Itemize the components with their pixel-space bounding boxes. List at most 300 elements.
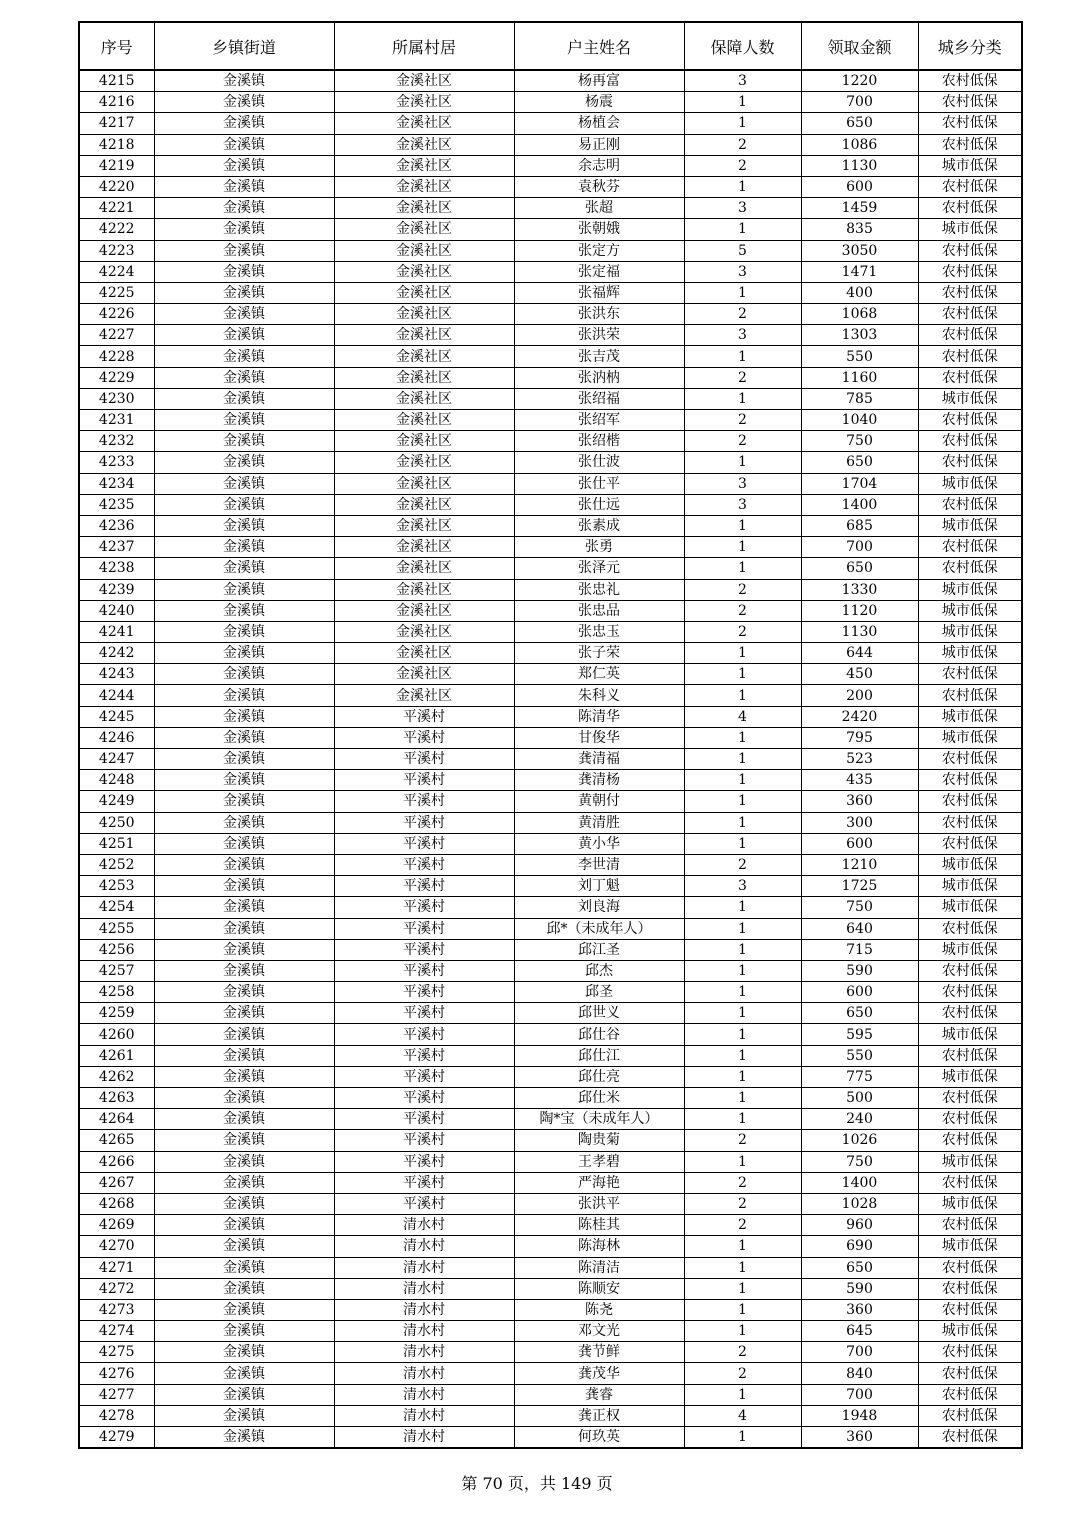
cell-category: 农村低保 xyxy=(918,1215,1022,1236)
cell-township: 金溪镇 xyxy=(154,918,334,939)
cell-serial: 4263 xyxy=(79,1088,154,1109)
table-header xyxy=(79,22,1022,70)
cell-amount: 400 xyxy=(801,282,918,303)
cell-householder: 邱圣 xyxy=(514,982,684,1003)
table-row xyxy=(79,1384,1022,1405)
cell-serial: 4233 xyxy=(79,452,154,473)
cell-serial: 4278 xyxy=(79,1405,154,1426)
cell-village: 清水村 xyxy=(334,1236,514,1257)
cell-householder: 张超 xyxy=(514,198,684,219)
cell-category: 农村低保 xyxy=(918,1363,1022,1384)
cell-serial: 4276 xyxy=(79,1363,154,1384)
table-row xyxy=(79,897,1022,918)
cell-township: 金溪镇 xyxy=(154,1066,334,1087)
cell-category: 农村低保 xyxy=(918,494,1022,515)
cell-persons: 1 xyxy=(684,1278,801,1299)
cell-persons: 2 xyxy=(684,410,801,431)
cell-persons: 1 xyxy=(684,643,801,664)
cell-amount: 1130 xyxy=(801,621,918,642)
cell-householder: 邱江圣 xyxy=(514,939,684,960)
cell-village: 平溪村 xyxy=(334,918,514,939)
cell-persons: 2 xyxy=(684,1172,801,1193)
table-row xyxy=(79,621,1022,642)
cell-village: 金溪社区 xyxy=(334,240,514,261)
cell-serial: 4217 xyxy=(79,113,154,134)
cell-category: 城市低保 xyxy=(918,643,1022,664)
cell-category: 农村低保 xyxy=(918,685,1022,706)
cell-serial: 4243 xyxy=(79,664,154,685)
cell-village: 金溪社区 xyxy=(334,558,514,579)
cell-category: 农村低保 xyxy=(918,770,1022,791)
cell-amount: 644 xyxy=(801,643,918,664)
cell-category: 城市低保 xyxy=(918,515,1022,536)
cell-category: 城市低保 xyxy=(918,155,1022,176)
table-row xyxy=(79,1427,1022,1449)
cell-householder: 龚节鲜 xyxy=(514,1342,684,1363)
table-row xyxy=(79,579,1022,600)
table-row xyxy=(79,1130,1022,1151)
cell-village: 金溪社区 xyxy=(334,452,514,473)
cell-category: 农村低保 xyxy=(918,1384,1022,1405)
table-row xyxy=(79,600,1022,621)
cell-householder: 张绍福 xyxy=(514,388,684,409)
cell-township: 金溪镇 xyxy=(154,1342,334,1363)
page-number: 第 70 页，共 149 页 xyxy=(461,1474,613,1493)
cell-serial: 4256 xyxy=(79,939,154,960)
cell-village: 清水村 xyxy=(334,1215,514,1236)
cell-serial: 4246 xyxy=(79,727,154,748)
cell-amount: 700 xyxy=(801,537,918,558)
cell-township: 金溪镇 xyxy=(154,770,334,791)
cell-township: 金溪镇 xyxy=(154,452,334,473)
cell-village: 平溪村 xyxy=(334,982,514,1003)
cell-township: 金溪镇 xyxy=(154,367,334,388)
cell-persons: 1 xyxy=(684,1257,801,1278)
cell-village: 金溪社区 xyxy=(334,579,514,600)
cell-village: 金溪社区 xyxy=(334,325,514,346)
cell-village: 金溪社区 xyxy=(334,515,514,536)
cell-amount: 650 xyxy=(801,1003,918,1024)
cell-township: 金溪镇 xyxy=(154,1193,334,1214)
cell-serial: 4252 xyxy=(79,854,154,875)
table-row xyxy=(79,706,1022,727)
table-row xyxy=(79,1024,1022,1045)
cell-persons: 1 xyxy=(684,219,801,240)
table-row xyxy=(79,176,1022,197)
cell-persons: 3 xyxy=(684,261,801,282)
cell-amount: 435 xyxy=(801,770,918,791)
table-row xyxy=(79,1193,1022,1214)
table-row xyxy=(79,812,1022,833)
table-row xyxy=(79,473,1022,494)
cell-category: 城市低保 xyxy=(918,706,1022,727)
cell-persons: 1 xyxy=(684,960,801,981)
header-township: 乡镇街道 xyxy=(154,22,334,70)
cell-householder: 郑仁英 xyxy=(514,664,684,685)
cell-amount: 1704 xyxy=(801,473,918,494)
cell-householder: 杨震 xyxy=(514,92,684,113)
cell-amount: 450 xyxy=(801,664,918,685)
cell-householder: 张吉茂 xyxy=(514,346,684,367)
cell-householder: 邱仕江 xyxy=(514,1045,684,1066)
cell-township: 金溪镇 xyxy=(154,304,334,325)
cell-persons: 1 xyxy=(684,918,801,939)
cell-householder: 邱*（未成年人） xyxy=(514,918,684,939)
cell-amount: 523 xyxy=(801,749,918,770)
cell-village: 清水村 xyxy=(334,1384,514,1405)
cell-township: 金溪镇 xyxy=(154,727,334,748)
cell-township: 金溪镇 xyxy=(154,1278,334,1299)
table-row xyxy=(79,1257,1022,1278)
cell-householder: 李世清 xyxy=(514,854,684,875)
cell-township: 金溪镇 xyxy=(154,664,334,685)
cell-category: 城市低保 xyxy=(918,727,1022,748)
cell-serial: 4247 xyxy=(79,749,154,770)
table-row xyxy=(79,854,1022,875)
cell-persons: 1 xyxy=(684,1024,801,1045)
cell-amount: 600 xyxy=(801,982,918,1003)
cell-persons: 1 xyxy=(684,1384,801,1405)
cell-category: 农村低保 xyxy=(918,982,1022,1003)
cell-village: 金溪社区 xyxy=(334,176,514,197)
table-row xyxy=(79,515,1022,536)
cell-category: 农村低保 xyxy=(918,282,1022,303)
cell-township: 金溪镇 xyxy=(154,176,334,197)
cell-persons: 2 xyxy=(684,304,801,325)
cell-serial: 4235 xyxy=(79,494,154,515)
cell-persons: 1 xyxy=(684,537,801,558)
cell-village: 平溪村 xyxy=(334,812,514,833)
cell-amount: 200 xyxy=(801,685,918,706)
cell-persons: 1 xyxy=(684,749,801,770)
cell-amount: 795 xyxy=(801,727,918,748)
header-village: 所属村居 xyxy=(334,22,514,70)
cell-category: 农村低保 xyxy=(918,537,1022,558)
cell-serial: 4268 xyxy=(79,1193,154,1214)
cell-village: 平溪村 xyxy=(334,876,514,897)
cell-persons: 2 xyxy=(684,621,801,642)
cell-persons: 1 xyxy=(684,770,801,791)
cell-amount: 700 xyxy=(801,1384,918,1405)
cell-amount: 1220 xyxy=(801,70,918,92)
header-householder: 户主姓名 xyxy=(514,22,684,70)
cell-amount: 650 xyxy=(801,113,918,134)
cell-village: 平溪村 xyxy=(334,727,514,748)
cell-village: 金溪社区 xyxy=(334,261,514,282)
cell-category: 农村低保 xyxy=(918,240,1022,261)
cell-amount: 1400 xyxy=(801,1172,918,1193)
cell-village: 平溪村 xyxy=(334,1130,514,1151)
cell-township: 金溪镇 xyxy=(154,1215,334,1236)
cell-serial: 4219 xyxy=(79,155,154,176)
table-row xyxy=(79,876,1022,897)
cell-persons: 3 xyxy=(684,198,801,219)
cell-householder: 陈清洁 xyxy=(514,1257,684,1278)
cell-village: 平溪村 xyxy=(334,854,514,875)
cell-township: 金溪镇 xyxy=(154,473,334,494)
cell-village: 金溪社区 xyxy=(334,537,514,558)
cell-householder: 张汭枘 xyxy=(514,367,684,388)
cell-persons: 1 xyxy=(684,1109,801,1130)
table-row xyxy=(79,1278,1022,1299)
cell-serial: 4270 xyxy=(79,1236,154,1257)
cell-amount: 2420 xyxy=(801,706,918,727)
cell-serial: 4236 xyxy=(79,515,154,536)
cell-persons: 1 xyxy=(684,727,801,748)
cell-householder: 黄朝付 xyxy=(514,791,684,812)
cell-township: 金溪镇 xyxy=(154,70,334,92)
cell-householder: 张定方 xyxy=(514,240,684,261)
cell-township: 金溪镇 xyxy=(154,749,334,770)
table-row xyxy=(79,240,1022,261)
table-row xyxy=(79,134,1022,155)
cell-category: 城市低保 xyxy=(918,579,1022,600)
table-row xyxy=(79,1321,1022,1342)
cell-township: 金溪镇 xyxy=(154,1109,334,1130)
cell-category: 城市低保 xyxy=(918,939,1022,960)
cell-amount: 775 xyxy=(801,1066,918,1087)
table-row xyxy=(79,410,1022,431)
cell-serial: 4231 xyxy=(79,410,154,431)
cell-amount: 650 xyxy=(801,452,918,473)
cell-amount: 550 xyxy=(801,1045,918,1066)
cell-amount: 1068 xyxy=(801,304,918,325)
table-row xyxy=(79,92,1022,113)
cell-village: 清水村 xyxy=(334,1257,514,1278)
cell-category: 农村低保 xyxy=(918,176,1022,197)
cell-village: 平溪村 xyxy=(334,791,514,812)
table-row xyxy=(79,1215,1022,1236)
cell-householder: 张仕平 xyxy=(514,473,684,494)
cell-village: 金溪社区 xyxy=(334,367,514,388)
cell-amount: 1303 xyxy=(801,325,918,346)
cell-persons: 5 xyxy=(684,240,801,261)
cell-persons: 2 xyxy=(684,579,801,600)
cell-amount: 1086 xyxy=(801,134,918,155)
cell-category: 农村低保 xyxy=(918,198,1022,219)
table-row xyxy=(79,939,1022,960)
cell-serial: 4260 xyxy=(79,1024,154,1045)
cell-village: 金溪社区 xyxy=(334,92,514,113)
cell-amount: 1210 xyxy=(801,854,918,875)
cell-township: 金溪镇 xyxy=(154,388,334,409)
cell-village: 平溪村 xyxy=(334,1003,514,1024)
table-row xyxy=(79,452,1022,473)
cell-amount: 1400 xyxy=(801,494,918,515)
cell-category: 城市低保 xyxy=(918,219,1022,240)
cell-serial: 4242 xyxy=(79,643,154,664)
cell-township: 金溪镇 xyxy=(154,515,334,536)
cell-township: 金溪镇 xyxy=(154,219,334,240)
cell-village: 平溪村 xyxy=(334,833,514,854)
cell-persons: 3 xyxy=(684,70,801,92)
cell-category: 农村低保 xyxy=(918,1342,1022,1363)
cell-village: 清水村 xyxy=(334,1278,514,1299)
table-row xyxy=(79,1342,1022,1363)
cell-householder: 邱杰 xyxy=(514,960,684,981)
cell-serial: 4215 xyxy=(79,70,154,92)
cell-householder: 余志明 xyxy=(514,155,684,176)
cell-amount: 1028 xyxy=(801,1193,918,1214)
cell-category: 农村低保 xyxy=(918,1045,1022,1066)
cell-township: 金溪镇 xyxy=(154,600,334,621)
cell-category: 农村低保 xyxy=(918,431,1022,452)
cell-village: 金溪社区 xyxy=(334,431,514,452)
cell-township: 金溪镇 xyxy=(154,558,334,579)
cell-serial: 4255 xyxy=(79,918,154,939)
table-row xyxy=(79,1045,1022,1066)
cell-serial: 4244 xyxy=(79,685,154,706)
cell-householder: 刘丁魁 xyxy=(514,876,684,897)
cell-township: 金溪镇 xyxy=(154,155,334,176)
cell-amount: 1120 xyxy=(801,600,918,621)
cell-amount: 700 xyxy=(801,92,918,113)
table-row xyxy=(79,346,1022,367)
cell-amount: 1160 xyxy=(801,367,918,388)
cell-village: 清水村 xyxy=(334,1342,514,1363)
cell-serial: 4272 xyxy=(79,1278,154,1299)
cell-township: 金溪镇 xyxy=(154,240,334,261)
table-row xyxy=(79,388,1022,409)
cell-serial: 4221 xyxy=(79,198,154,219)
cell-township: 金溪镇 xyxy=(154,939,334,960)
cell-serial: 4265 xyxy=(79,1130,154,1151)
cell-amount: 1471 xyxy=(801,261,918,282)
cell-township: 金溪镇 xyxy=(154,621,334,642)
cell-village: 金溪社区 xyxy=(334,685,514,706)
cell-category: 农村低保 xyxy=(918,1130,1022,1151)
table-row xyxy=(79,918,1022,939)
cell-village: 平溪村 xyxy=(334,770,514,791)
cell-persons: 2 xyxy=(684,1193,801,1214)
cell-persons: 1 xyxy=(684,1003,801,1024)
cell-amount: 960 xyxy=(801,1215,918,1236)
cell-serial: 4230 xyxy=(79,388,154,409)
cell-village: 金溪社区 xyxy=(334,70,514,92)
table-row xyxy=(79,219,1022,240)
cell-township: 金溪镇 xyxy=(154,833,334,854)
table-row xyxy=(79,643,1022,664)
cell-township: 金溪镇 xyxy=(154,431,334,452)
table-row xyxy=(79,1088,1022,1109)
cell-village: 金溪社区 xyxy=(334,198,514,219)
cell-village: 平溪村 xyxy=(334,1151,514,1172)
cell-township: 金溪镇 xyxy=(154,579,334,600)
cell-persons: 2 xyxy=(684,1215,801,1236)
cell-serial: 4225 xyxy=(79,282,154,303)
cell-amount: 595 xyxy=(801,1024,918,1045)
cell-serial: 4241 xyxy=(79,621,154,642)
cell-householder: 朱科义 xyxy=(514,685,684,706)
cell-householder: 张子荣 xyxy=(514,643,684,664)
cell-township: 金溪镇 xyxy=(154,134,334,155)
cell-householder: 张忠玉 xyxy=(514,621,684,642)
cell-persons: 3 xyxy=(684,473,801,494)
cell-amount: 360 xyxy=(801,1299,918,1320)
cell-householder: 杨再富 xyxy=(514,70,684,92)
cell-householder: 王孝碧 xyxy=(514,1151,684,1172)
cell-serial: 4253 xyxy=(79,876,154,897)
cell-amount: 360 xyxy=(801,1427,918,1449)
table-row xyxy=(79,1363,1022,1384)
cell-category: 农村低保 xyxy=(918,1299,1022,1320)
cell-persons: 1 xyxy=(684,1236,801,1257)
cell-persons: 1 xyxy=(684,939,801,960)
cell-township: 金溪镇 xyxy=(154,791,334,812)
cell-persons: 3 xyxy=(684,325,801,346)
cell-persons: 2 xyxy=(684,431,801,452)
cell-amount: 1026 xyxy=(801,1130,918,1151)
cell-persons: 1 xyxy=(684,1066,801,1087)
cell-amount: 590 xyxy=(801,1278,918,1299)
cell-village: 金溪社区 xyxy=(334,346,514,367)
cell-householder: 张素成 xyxy=(514,515,684,536)
cell-category: 农村低保 xyxy=(918,325,1022,346)
cell-householder: 邱仕亮 xyxy=(514,1066,684,1087)
cell-serial: 4264 xyxy=(79,1109,154,1130)
cell-amount: 750 xyxy=(801,431,918,452)
cell-persons: 1 xyxy=(684,1427,801,1449)
table-row xyxy=(79,1066,1022,1087)
table-row xyxy=(79,770,1022,791)
cell-serial: 4267 xyxy=(79,1172,154,1193)
cell-amount: 840 xyxy=(801,1363,918,1384)
cell-serial: 4269 xyxy=(79,1215,154,1236)
cell-township: 金溪镇 xyxy=(154,1384,334,1405)
cell-persons: 2 xyxy=(684,1363,801,1384)
cell-persons: 1 xyxy=(684,282,801,303)
cell-persons: 1 xyxy=(684,558,801,579)
cell-householder: 易正刚 xyxy=(514,134,684,155)
cell-amount: 750 xyxy=(801,897,918,918)
cell-village: 金溪社区 xyxy=(334,219,514,240)
cell-village: 清水村 xyxy=(334,1363,514,1384)
cell-persons: 4 xyxy=(684,706,801,727)
cell-householder: 陈尧 xyxy=(514,1299,684,1320)
cell-persons: 1 xyxy=(684,515,801,536)
cell-serial: 4232 xyxy=(79,431,154,452)
cell-amount: 550 xyxy=(801,346,918,367)
header-category: 城乡分类 xyxy=(918,22,1022,70)
cell-persons: 3 xyxy=(684,494,801,515)
cell-category: 城市低保 xyxy=(918,876,1022,897)
cell-amount: 300 xyxy=(801,812,918,833)
cell-householder: 龚睿 xyxy=(514,1384,684,1405)
table-row xyxy=(79,664,1022,685)
cell-householder: 张绍军 xyxy=(514,410,684,431)
cell-village: 金溪社区 xyxy=(334,600,514,621)
cell-township: 金溪镇 xyxy=(154,1236,334,1257)
cell-serial: 4251 xyxy=(79,833,154,854)
cell-persons: 2 xyxy=(684,367,801,388)
cell-village: 金溪社区 xyxy=(334,282,514,303)
cell-village: 平溪村 xyxy=(334,749,514,770)
cell-village: 平溪村 xyxy=(334,1088,514,1109)
cell-village: 平溪村 xyxy=(334,1024,514,1045)
cell-category: 农村低保 xyxy=(918,558,1022,579)
cell-householder: 陶贵菊 xyxy=(514,1130,684,1151)
cell-amount: 240 xyxy=(801,1109,918,1130)
cell-householder: 甘俊华 xyxy=(514,727,684,748)
cell-householder: 张洪东 xyxy=(514,304,684,325)
cell-township: 金溪镇 xyxy=(154,1172,334,1193)
cell-serial: 4277 xyxy=(79,1384,154,1405)
cell-category: 农村低保 xyxy=(918,918,1022,939)
cell-persons: 1 xyxy=(684,1045,801,1066)
cell-township: 金溪镇 xyxy=(154,1003,334,1024)
cell-category: 农村低保 xyxy=(918,410,1022,431)
table-row xyxy=(79,685,1022,706)
